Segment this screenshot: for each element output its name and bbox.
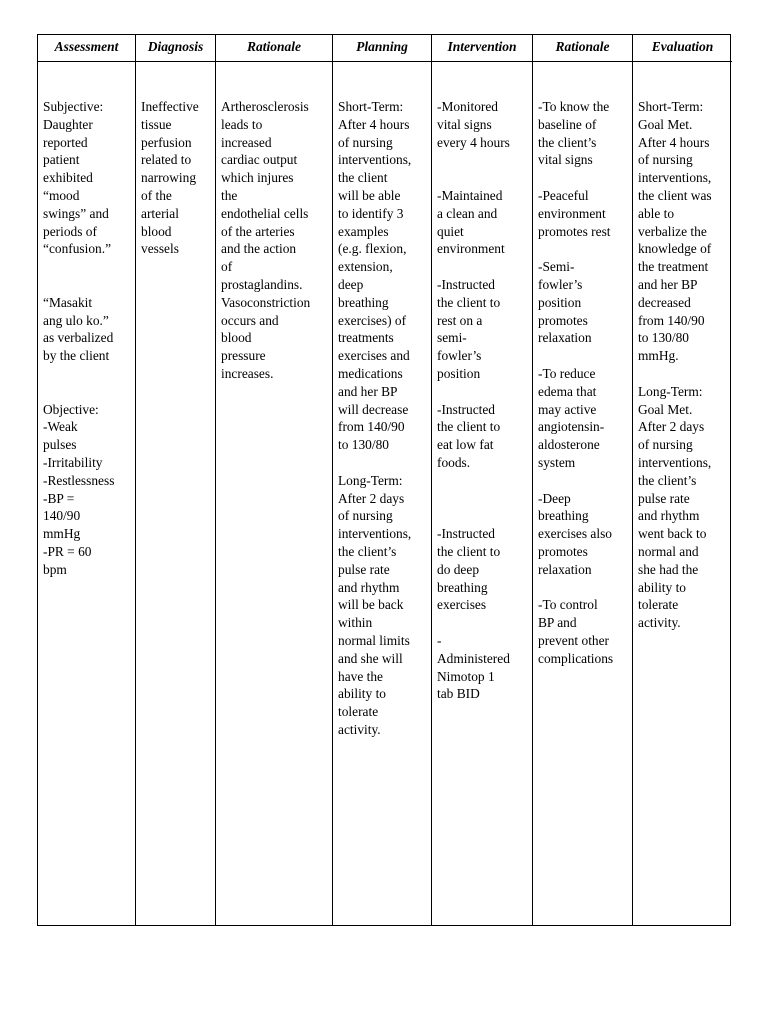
cell-text-line: tissue	[141, 116, 172, 132]
cell-text-line: complications	[538, 650, 614, 666]
cell-text-line: increased	[221, 134, 272, 150]
cell-text-line: from 140/90	[638, 312, 705, 328]
blank-line	[437, 507, 530, 525]
cell-text-line: of nursing	[638, 152, 693, 168]
blank-line	[538, 169, 630, 187]
cell-text-line: rest on a	[437, 312, 483, 328]
cell-text-line: activity.	[338, 721, 381, 737]
cell-text-line: to 130/80	[638, 330, 689, 346]
cell-text-line: the client’s	[338, 543, 397, 559]
cell-text-line: -Instructed	[437, 276, 496, 292]
care-plan-table	[37, 34, 731, 926]
cell-text-line: went back to	[638, 526, 707, 542]
cell-text-line: pulses	[43, 437, 77, 453]
cell-text-line: aldosterone	[538, 437, 600, 453]
cell-text-line: leads to	[221, 116, 263, 132]
cell-text-line: related to	[141, 152, 192, 168]
cell-text-line: the client’s	[638, 472, 697, 488]
blank-line	[638, 365, 730, 383]
cell-text-line: Long-Term:	[638, 383, 703, 399]
cell-text-line: vital signs	[437, 116, 492, 132]
cell-text-line: exercises also	[538, 526, 612, 542]
evaluation-cell	[633, 62, 732, 925]
cell-text-line: endothelial cells	[221, 205, 309, 221]
cell-text-line: swings” and	[43, 205, 109, 221]
cell-text-line: exercises) of	[338, 312, 407, 328]
cell-text-line: mmHg.	[638, 348, 679, 364]
cell-text-line: Goal Met.	[638, 116, 693, 132]
cell-text-line: will be able	[338, 187, 401, 203]
cell-text-line: able to	[638, 205, 675, 221]
cell-text-line: position	[437, 365, 481, 381]
blank-line	[538, 347, 630, 365]
header-diagnosis: Diagnosis	[136, 35, 216, 62]
cell-text-line: -Instructed	[437, 526, 496, 542]
cell-text-line: do deep	[437, 561, 480, 577]
cell-text-line: ability to	[638, 579, 686, 595]
blank-line	[43, 276, 133, 294]
cell-text-line: every 4 hours	[437, 134, 510, 150]
cell-text-line: tolerate	[638, 597, 679, 613]
cell-text-line: -Maintained	[437, 187, 503, 203]
cell-text-line: prevent other	[538, 632, 610, 648]
cell-text-line: decreased	[638, 294, 691, 310]
cell-text-line: Nimotop 1	[437, 668, 495, 684]
cell-text-line: position	[538, 294, 582, 310]
cell-text-line: Administered	[437, 650, 510, 666]
rationale-cell	[216, 62, 333, 925]
blank-line	[538, 472, 630, 490]
cell-text-line: may active	[538, 401, 597, 417]
cell-text-line: -Weak	[43, 419, 78, 435]
cell-text-line: the client was	[638, 187, 712, 203]
cell-text-line: within	[338, 615, 373, 631]
cell-text-line: treatments	[338, 330, 394, 346]
blank-line	[437, 490, 530, 508]
cell-text-line: Goal Met.	[638, 401, 693, 417]
cell-text-line: normal and	[638, 543, 699, 559]
cell-text-line: tolerate	[338, 704, 379, 720]
cell-text-line: ability to	[338, 686, 386, 702]
cell-text-line: the client	[338, 170, 388, 186]
cell-text-line: interventions,	[338, 526, 412, 542]
cell-text-line: vital signs	[538, 152, 593, 168]
cell-text-line: pulse rate	[338, 561, 390, 577]
cell-text-line: and her BP	[638, 276, 698, 292]
cell-text-line: extension,	[338, 259, 393, 275]
blank-line	[538, 579, 630, 597]
cell-text-line: -Deep	[538, 490, 571, 506]
cell-text-line: After 4 hours	[638, 134, 710, 150]
cell-text-line: blood	[221, 330, 252, 346]
cell-text-line: medications	[338, 365, 403, 381]
cell-text-line: ang ulo ko.”	[43, 312, 109, 328]
cell-text-line: examples	[338, 223, 389, 239]
blank-line	[437, 151, 530, 169]
cell-text-line: and rhythm	[638, 508, 700, 524]
cell-text-line: the client to	[437, 294, 501, 310]
cell-text-line: exercises	[437, 597, 487, 613]
cell-text-line: and her BP	[338, 383, 398, 399]
cell-text-line: -To know the	[538, 99, 610, 114]
cell-text-line: promotes	[538, 543, 588, 559]
cell-text-line: 140/90	[43, 508, 81, 524]
cell-text-line: of nursing	[338, 508, 393, 524]
header-rationale-2: Rationale	[533, 35, 633, 62]
intervention-cell	[432, 62, 533, 925]
header-evaluation: Evaluation	[633, 35, 732, 62]
blank-line	[338, 454, 429, 472]
cell-text-line: to 130/80	[338, 437, 389, 453]
cell-text-line: -Instructed	[437, 401, 496, 417]
cell-text-line: activity.	[638, 615, 681, 631]
blank-line	[538, 240, 630, 258]
cell-text-line: -Peaceful	[538, 187, 589, 203]
blank-line	[43, 383, 133, 401]
blank-line	[437, 258, 530, 276]
cell-text-line: -PR = 60	[43, 543, 92, 559]
cell-text-line: prostaglandins.	[221, 276, 303, 292]
cell-text-line: environment	[538, 205, 606, 221]
blank-line	[437, 614, 530, 632]
cell-text-line: pressure	[221, 348, 266, 364]
cell-text-line: of the arteries	[221, 223, 295, 239]
cell-text-line: increases.	[221, 365, 274, 381]
cell-text-line: reported	[43, 134, 88, 150]
cell-text-line: mmHg	[43, 526, 81, 542]
cell-text-line: occurs and	[221, 312, 279, 328]
cell-text-line: pulse rate	[638, 490, 690, 506]
cell-text-line: -To control	[538, 597, 598, 613]
cell-text-line: have the	[338, 668, 383, 684]
cell-text-line: angiotensin-	[538, 419, 605, 435]
cell-text-line: environment	[437, 241, 505, 257]
cell-text-line: of nursing	[638, 437, 693, 453]
cell-text-line: the client’s	[538, 134, 597, 150]
cell-text-line: Long-Term:	[338, 472, 403, 488]
cell-text-line: deep	[338, 276, 364, 292]
cell-text-line: -Monitored	[437, 99, 498, 114]
cell-text-line: blood	[141, 223, 172, 239]
header-rationale-1: Rationale	[216, 35, 333, 62]
cell-text-line: exhibited	[43, 170, 93, 186]
cell-text-line: system	[538, 454, 576, 470]
blank-line	[437, 383, 530, 401]
cell-text-line: which injures	[221, 170, 294, 186]
cell-text-line: interventions,	[638, 170, 712, 186]
cell-text-line: of the	[141, 187, 172, 203]
cell-text-line: and rhythm	[338, 579, 400, 595]
blank-line	[43, 365, 133, 383]
cell-text-line: Short-Term:	[638, 99, 704, 114]
cell-text-line: arterial	[141, 205, 179, 221]
cell-text-line: After 4 hours	[338, 116, 410, 132]
cell-text-line: BP and	[538, 615, 577, 631]
cell-text-line: semi-	[437, 330, 467, 346]
cell-text-line: Short-Term:	[338, 99, 404, 114]
cell-text-line: of	[221, 259, 233, 275]
cell-text-line: will decrease	[338, 401, 409, 417]
cell-text-line: foods.	[437, 454, 471, 470]
cell-text-line: vessels	[141, 241, 179, 257]
cell-text-line: as verbalized	[43, 330, 114, 346]
cell-text-line: baseline of	[538, 116, 597, 132]
cell-text-line: -BP =	[43, 490, 75, 506]
cell-text-line: “confusion.”	[43, 241, 112, 257]
cell-text-line: by the client	[43, 348, 110, 364]
cell-text-line: tab BID	[437, 686, 480, 702]
cell-text-line: the	[221, 187, 238, 203]
cell-text-line: breathing	[338, 294, 389, 310]
cell-text-line: exercises and	[338, 348, 410, 364]
cell-text-line: a clean and	[437, 205, 498, 221]
cell-text-line: the client to	[437, 419, 501, 435]
diagnosis-cell	[136, 62, 216, 925]
cell-text-line: promotes	[538, 312, 588, 328]
header-planning: Planning	[333, 35, 432, 62]
cell-text-line: Subjective:	[43, 99, 104, 114]
cell-text-line: -Irritability	[43, 454, 103, 470]
blank-line	[437, 472, 530, 490]
cell-text-line: breathing	[437, 579, 488, 595]
cell-text-line: After 2 days	[338, 490, 405, 506]
cell-text-line: narrowing	[141, 170, 197, 186]
cell-text-line: the client to	[437, 543, 501, 559]
cell-text-line: interventions,	[638, 454, 712, 470]
cell-text-line: relaxation	[538, 561, 592, 577]
cell-text-line: verbalize the	[638, 223, 707, 239]
cell-text-line: will be back	[338, 597, 404, 613]
cell-text-line: perfusion	[141, 134, 192, 150]
cell-text-line: interventions,	[338, 152, 412, 168]
cell-text-line: eat low fat	[437, 437, 494, 453]
cell-text-line: and the action	[221, 241, 297, 257]
planning-cell	[333, 62, 432, 925]
cell-text-line: quiet	[437, 223, 464, 239]
cell-text-line: “Masakit	[43, 294, 93, 310]
cell-text-line: from 140/90	[338, 419, 405, 435]
cell-text-line: promotes rest	[538, 223, 611, 239]
header-assessment: Assessment	[38, 35, 136, 62]
cell-text-line: relaxation	[538, 330, 592, 346]
cell-text-line: -Restlessness	[43, 472, 115, 488]
cell-text-line: Vasoconstriction	[221, 294, 311, 310]
cell-text-line: (e.g. flexion,	[338, 241, 407, 257]
cell-text-line: Artherosclerosis	[221, 99, 309, 114]
cell-text-line: fowler’s	[538, 276, 583, 292]
cell-text-line: After 2 days	[638, 419, 705, 435]
assessment-cell	[38, 62, 136, 925]
cell-text-line: “mood	[43, 187, 80, 203]
cell-text-line: -	[437, 632, 442, 648]
cell-text-line: she had the	[638, 561, 699, 577]
cell-text-line: edema that	[538, 383, 597, 399]
cell-text-line: Objective:	[43, 401, 99, 417]
cell-text-line: and she will	[338, 650, 403, 666]
cell-text-line: Ineffective	[141, 99, 199, 114]
blank-line	[43, 258, 133, 276]
cell-text-line: to identify 3	[338, 205, 404, 221]
cell-text-line: Daughter	[43, 116, 93, 132]
cell-text-line: periods of	[43, 223, 97, 239]
cell-text-line: breathing	[538, 508, 589, 524]
cell-text-line: patient	[43, 152, 80, 168]
cell-text-line: fowler’s	[437, 348, 482, 364]
cell-text-line: the treatment	[638, 259, 709, 275]
intervention-rationale-cell	[533, 62, 633, 925]
cell-text-line: normal limits	[338, 632, 410, 648]
blank-line	[437, 169, 530, 187]
header-intervention: Intervention	[432, 35, 533, 62]
cell-text-line: -Semi-	[538, 259, 575, 275]
cell-text-line: knowledge of	[638, 241, 712, 257]
cell-text-line: of nursing	[338, 134, 393, 150]
cell-text-line: -To reduce	[538, 365, 596, 381]
cell-text-line: cardiac output	[221, 152, 298, 168]
cell-text-line: bpm	[43, 561, 67, 577]
